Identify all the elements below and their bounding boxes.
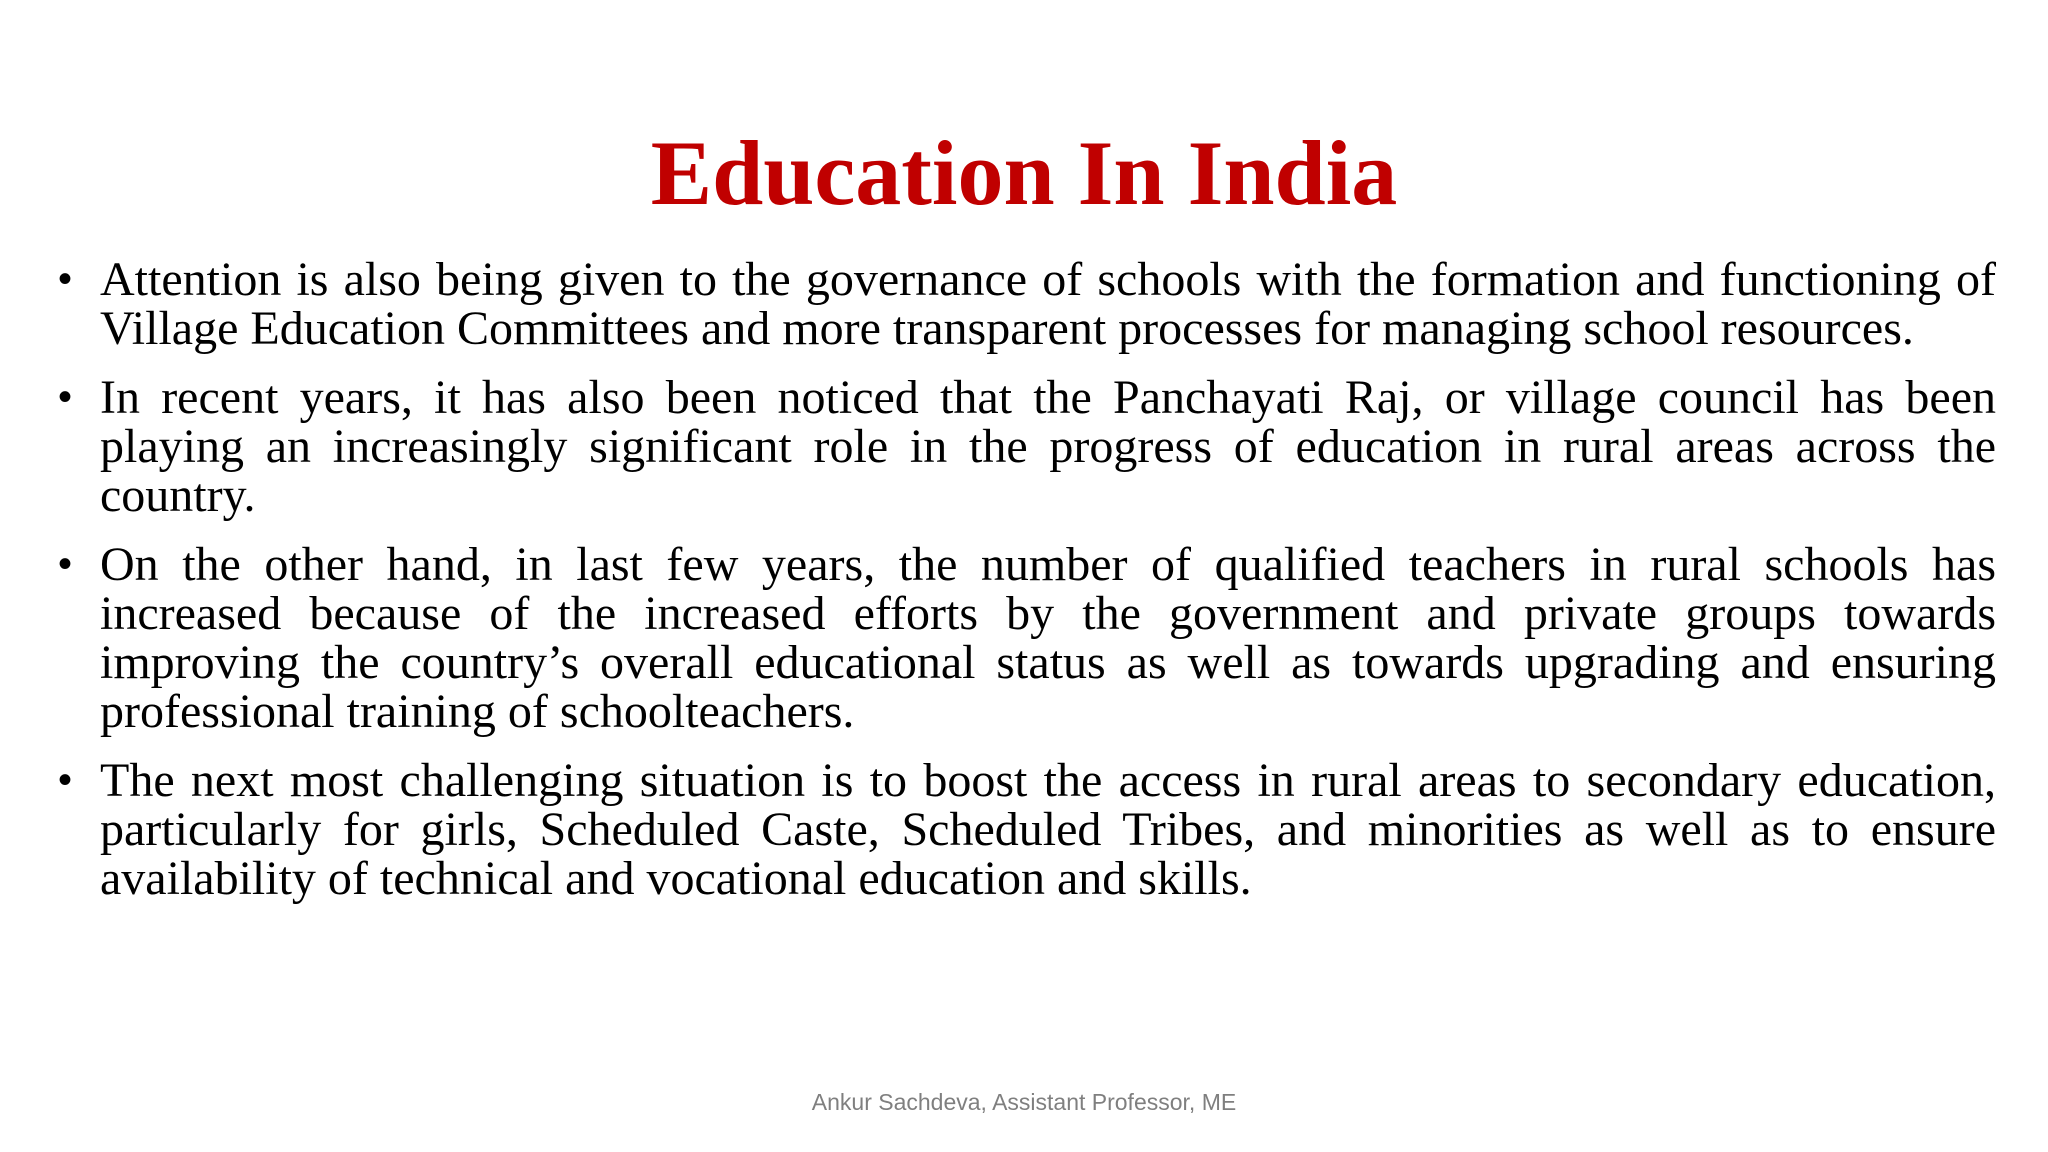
bullet-dot-icon: • — [58, 758, 73, 802]
bullet-item — [58, 373, 1996, 520]
bullet-list — [58, 255, 1996, 923]
bullet-text: In recent years, it has also been noticed that the Panchayati Raj, or village council has been playing an increasingly significant role in the progress of education in rural areas across the country. — [100, 371, 1996, 522]
bullet-item — [58, 255, 1996, 353]
slide-title: Education In India — [650, 122, 1398, 224]
bullet-dot-icon: • — [58, 542, 73, 586]
bullet-text: The next most challenging situation is to boost the access in rural areas to secondary education, particularly for girls, Scheduled Caste, Scheduled Tribes, and minorities as well as to ensure availability of technical and vocational education and skills. — [100, 754, 1996, 905]
bullet-dot-icon: • — [58, 257, 73, 301]
slide-footer: Ankur Sachdeva, Assistant Professor, ME — [811, 1089, 1237, 1115]
bullet-text: Attention is also being given to the governance of schools with the formation and functioning of Village Education Committees and more transparent processes for managing school resources. — [100, 253, 1996, 355]
bullet-dot-icon: • — [58, 375, 73, 419]
bullet-item — [58, 540, 1996, 736]
bullet-item — [58, 756, 1996, 903]
bullet-text: On the other hand, in last few years, the number of qualified teachers in rural schools has increased because of the increased efforts by the government and private groups towards improving the country’s overall educational status as well as towards upgrading and ensuring professional training of schoolteachers. — [100, 538, 1996, 738]
